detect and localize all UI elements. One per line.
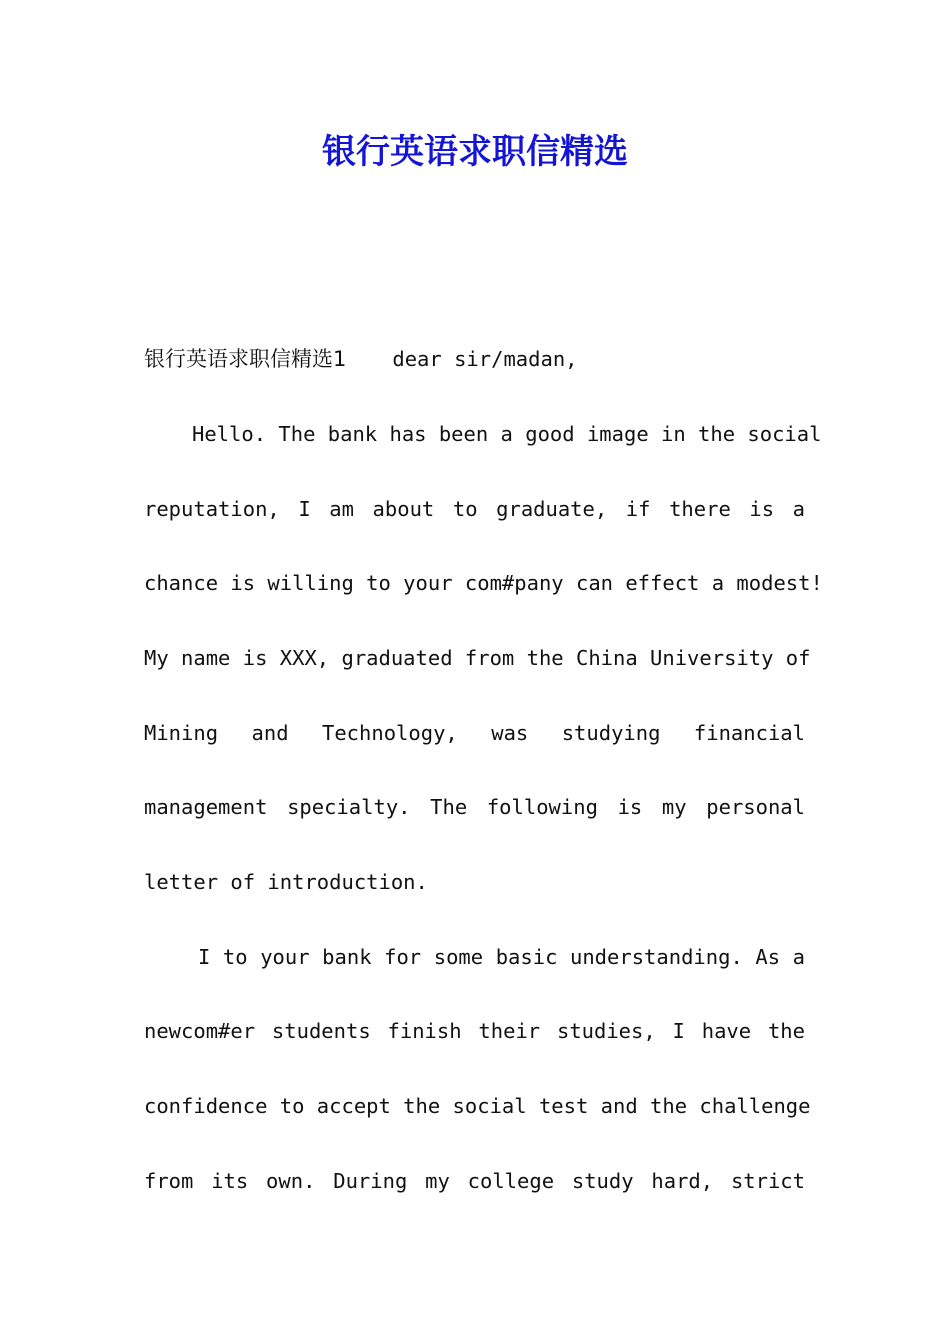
intro-heading: 银行英语求职信精选1 — [144, 347, 347, 371]
document-title: 银行英语求职信精选 — [322, 132, 628, 172]
body-line-6: management specialty. The following is my personal — [144, 795, 805, 819]
body-line-2: reputation, I am about to graduate, if there is a — [144, 497, 805, 521]
body-line-1: Hello. The bank has been a good image in the social — [192, 422, 822, 446]
intro-line — [144, 344, 805, 374]
body-line-11: from its own. During my college study hard, strict — [144, 1169, 805, 1193]
body-line-10: confidence to accept the social test and the challenge — [144, 1094, 811, 1118]
body-line-3: chance is willing to your com#pany can effect a modest! — [144, 571, 823, 595]
body-line-5: Mining and Technology, was studying financial — [144, 721, 805, 745]
body-line-4: My name is XXX, graduated from the China University of — [144, 646, 811, 670]
body-line-8: I to your bank for some basic understanding. As a — [198, 945, 805, 969]
body-line-7: letter of introduction. — [144, 870, 428, 894]
salutation: dear sir/madan, — [392, 347, 578, 371]
body-line-9: newcom#er students finish their studies, I have the — [144, 1019, 805, 1043]
